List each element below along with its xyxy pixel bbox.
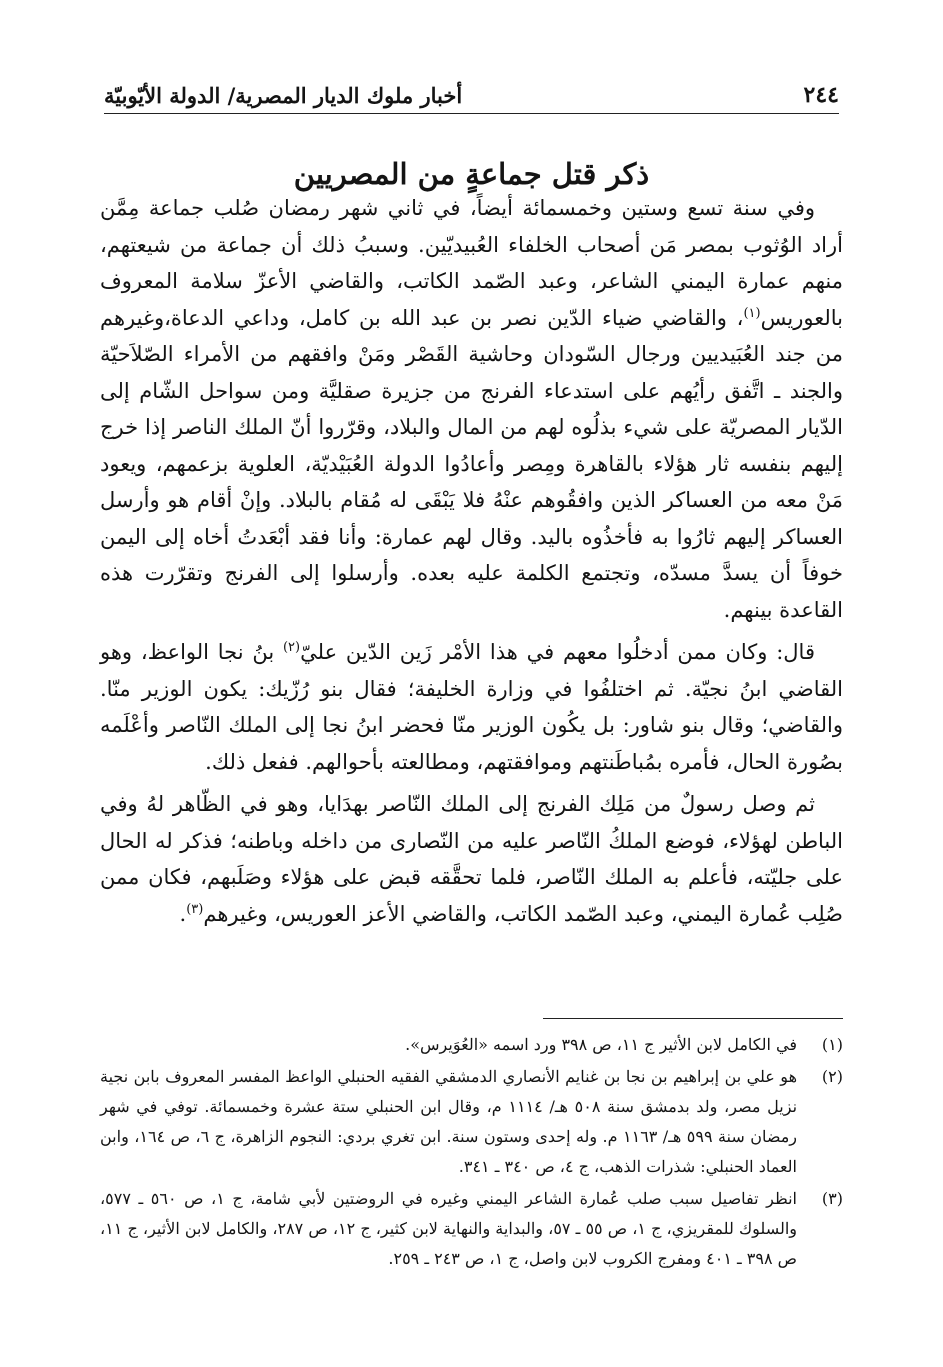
footnote-text: هو علي بن إبراهيم بن نجا بن غنايم الأنصاري الدمشقي الفقيه الحنبلي الواعظ المفسر المعروف بابن نجية نزيل مصر، ولد بدمشق سنة ٥٠٨ هـ/ ١١١٤ م، وقال ابن الحنبلي ستة عشرة وخمسمائة. توفي في شهر رمضان سنة ٥٩٩ هـ/ ١١٦٣ م. وله إحدى وستون سنة. ابن تغري بردي: النجوم الزاهرة، ج ٦، ص ١٦٤، وابن العماد الحنبلي: شذرات الذهب، ج ٤، ص ٣٤٠ ـ ٣٤١.	[100, 1067, 798, 1176]
paragraph-text: وفي سنة تسع وستين وخمسمائة أيضاً، في ثاني شهر رمضان صُلب جماعة مِمَّن أراد الوُثوب بمصر مَن أصحاب الخلفاء العُبيديّين. وسببُ ذلك أن جماعة من شيعتهم، منهم عمارة اليمني الشاعر، وعبد الصّمد الكاتب، والقاضي الأعزّ سلامة المعروف بالعوريس	[100, 196, 843, 330]
footnote-number: (١)	[821, 1035, 843, 1054]
footnote-ref: (١)	[743, 305, 761, 321]
paragraph-text: قال: وكان ممن أدخلُوا معهم في هذا الأمْر زَين الدّين عليّ	[300, 640, 815, 664]
footnote-number: (٢)	[821, 1067, 843, 1086]
paragraph-text: ، والقاضي ضياء الدّين نصر بن عبد الله بن كامل، وداعي الدعاة،وغيرهم من جند العُبَيديين ورجال السّودان وحاشية القَصْر ومَنْ وافقهم من الأمراء الصّلاَحيّة والجند ـ اتَّفق رأيُهم على استدعاء الفرنج من جزيرة صقليَّة ومن سواحل الشّام إلى الدّيار المصريّة على شيء بذلُوه لهم من المال والبلاد، وقرّروا أنّ الملك الناصر إذا خرج إليهم بنفسه ثار هؤلاء بالقاهرة ومِصر وأعادُوا الدولة العُبَيْديّة، العلوية بزعمهم، ويعود مَنْ معه من العساكر الذين وافقُوهم عنْهُ فلا يَبْقَى له مُقام بالبلاد. وإنْ أقام هو وأرسل العساكر إليهم ثارُوا به فأخذُوه باليد. وقال لهم عمارة: وأنا فقد أبْعَدتُ أخاه إلى اليمن خوفاً أن يسدَّ مسدّه، وتجتمع الكلمة عليه بعده. وأرسلوا إلى الفرنج وتقرّرت هذه القاعدة بينهم.	[100, 305, 843, 622]
body-text	[100, 190, 843, 932]
footnote-number: (٣)	[821, 1189, 843, 1208]
footnotes	[100, 1030, 843, 1276]
paragraph-text: ثم وصل رسولٌ من مَلِك الفرنج إلى الملك النّاصر بهدَايا، وهو في الظّاهر لهُ وفي الباطن لهؤلاء، فوضع الملكُ النّاصر عليه من النّصارى من داخله وباطنه؛ فذكر له الحال على جليّته، فأعلم به الملك النّاصر، فلما تحقَّقه قبض على هؤلاء وصَلَبهم، فكان ممن صُلِب عُمارة اليمني، وعبد الصّمد الكاتب، والقاضي الأعز العوريس، وغيرهم	[100, 792, 843, 926]
footnote-ref: (٢)	[282, 640, 301, 655]
section-title: ذكر قتل جماعةٍ من المصريين	[293, 157, 650, 192]
paragraph-text: بنُ نجا الواعظ، وهو القاضي ابنُ نجيّة. ثم اختلفُوا في وزارة الخليفة؛ فقال بنو رُزّيك: يكون الوزير منّا. والقاضي؛ وقال بنو شاور: بل يكُون الوزير منّا فحضر ابنُ نجا إلى الملك النّاصر وأعْلَمه بصُورة الحال، فأمره بمُباطَنتهم وموافقتهم، ومطالعته بأحوالهم. ففعل ذلك.	[100, 640, 843, 774]
running-header	[104, 68, 839, 108]
footnote-divider	[543, 1018, 843, 1019]
footnote	[100, 1030, 843, 1060]
paragraph	[100, 634, 843, 780]
footnote-text: انظر تفاصيل سبب صلب عُمارة الشاعر اليمني وغيره في الروضتين لأبي شامة، ج ١، ص ٥٦٠ ـ ٥٧٧، والسلوك للمقريزي، ج ١، ص ٥٥ ـ ٥٧، والبداية والنهاية لابن كثير، ج ١٢، ص ٢٨٧، والكامل لابن الأثير، ج ١١، ص ٣٩٨ ـ ٤٠١ ومفرج الكروب لابن واصل، ج ١، ص ٢٤٣ ـ ٢٥٩.	[100, 1189, 798, 1268]
paragraph	[100, 786, 843, 932]
footnote	[100, 1062, 843, 1182]
paragraph-text: .	[179, 901, 187, 926]
page-number: ٢٤٤	[803, 82, 839, 108]
running-title: أخبار ملوك الديار المصرية/ الدولة الأيّوبيّة	[104, 83, 463, 108]
footnote-ref: (٣)	[186, 901, 204, 917]
paragraph	[100, 190, 843, 628]
footnote	[100, 1184, 843, 1274]
footnote-text: في الكامل لابن الأثير ج ١١، ص ٣٩٨ ورد اسمه «العُوَيرس».	[405, 1035, 797, 1054]
header-divider	[104, 113, 839, 114]
